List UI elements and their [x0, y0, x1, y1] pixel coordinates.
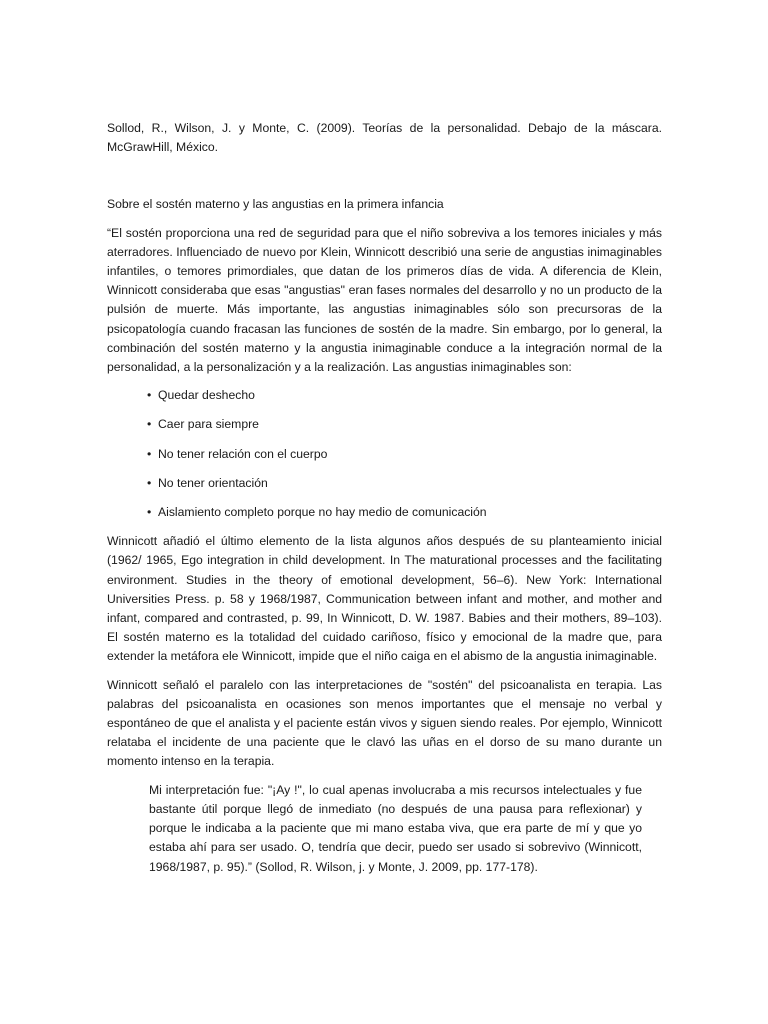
bullet-marker: • [147, 475, 152, 490]
paragraph-winnicott-addition: Winnicott añadió el último elemento de la lista algunos años después de su planteamiento inicial (1962/ 1965, Ego integration in child development. In The maturational processes and the facilitating environment. Studies in the theory of emotional development, 56–6). New York: International Universities Press. p. 58 y 1968/1987, Communication between infant and mother, and mother and infant, compared and contrasted, p. 99, In Winnicott, D. W. 1987. Babies and their mothers, 89–103). El sostén materno es la totalidad del cuidado cariñoso, físico y emocional de la madre que, para extender la metáfora ele Winnicott, impide que el niño caiga en el abismo de la angustia inimaginable. [107, 534, 662, 664]
bullet-marker: • [147, 388, 152, 403]
document-page [107, 119, 662, 877]
anxieties-list [107, 386, 662, 522]
list-item [147, 503, 662, 522]
list-item [147, 445, 662, 464]
list-item-text: No tener orientación [158, 475, 268, 490]
bibliographic-reference: Sollod, R., Wilson, J. y Monte, C. (2009). Teorías de la personalidad. Debajo de la máscara. McGrawHill, México. [107, 121, 662, 155]
list-item-text: Caer para siempre [158, 417, 259, 432]
list-item [147, 386, 662, 405]
block-quote: Mi interpretación fue: "¡Ay !", lo cual apenas involucraba a mis recursos intelectuales y fue bastante útil porque llegó de inmediato (no después de una pausa para reflexionar) y porque le indicaba a la paciente que mi mano estaba viva, que era parte de mí y que yo estaba ahí para ser usado. O, tendría que decir, puedo ser usado si sobrevivo (Winnicott, 1968/1987, p. 95).” (Sollod, R. Wilson, j. y Monte, J. 2009, pp. 177-178). [149, 782, 642, 874]
list-item [147, 474, 662, 493]
paragraph-intro: “El sostén proporciona una red de seguridad para que el niño sobreviva a los temores iniciales y más aterradores. Influenciado de nuevo por Klein, Winnicott describió una serie de angustias inimaginables infantiles, o temores primordiales, que datan de los primeros días de vida. A diferencia de Klein, Winnicott consideraba que esas "angustias" eran fases normales del desarrollo y no un producto de la pulsión de muerte. Más importante, las angustias inimaginables sólo son precursoras de la psicopatología cuando fracasan las funciones de sostén de la madre. Sin embargo, por lo general, la combinación del sostén materno y la angustia inimaginable conduce a la integración normal de la personalidad, a la personalización y a la realización. Las angustias inimaginables son: [107, 225, 662, 375]
bullet-marker: • [147, 505, 152, 520]
list-item-text: No tener relación con el cuerpo [158, 446, 328, 461]
bullet-marker: • [147, 446, 152, 461]
list-item [147, 415, 662, 434]
bullet-marker: • [147, 417, 152, 432]
list-item-text: Aislamiento completo porque no hay medio de comunicación [158, 505, 487, 520]
paragraph-holding-parallel: Winnicott señaló el paralelo con las interpretaciones de "sostén" del psicoanalista en terapia. Las palabras del psicoanalista en ocasiones son menos importantes que el mensaje no verbal y espontáneo de que el analista y el paciente están vivos y siguen siendo reales. Por ejemplo, Winnicott relataba el incidente de una paciente que le clavó las uñas en el dorso de su mano durante un momento intenso en la terapia. [107, 677, 662, 769]
section-title: Sobre el sostén materno y las angustias en la primera infancia [107, 197, 444, 212]
list-item-text: Quedar deshecho [158, 388, 255, 403]
